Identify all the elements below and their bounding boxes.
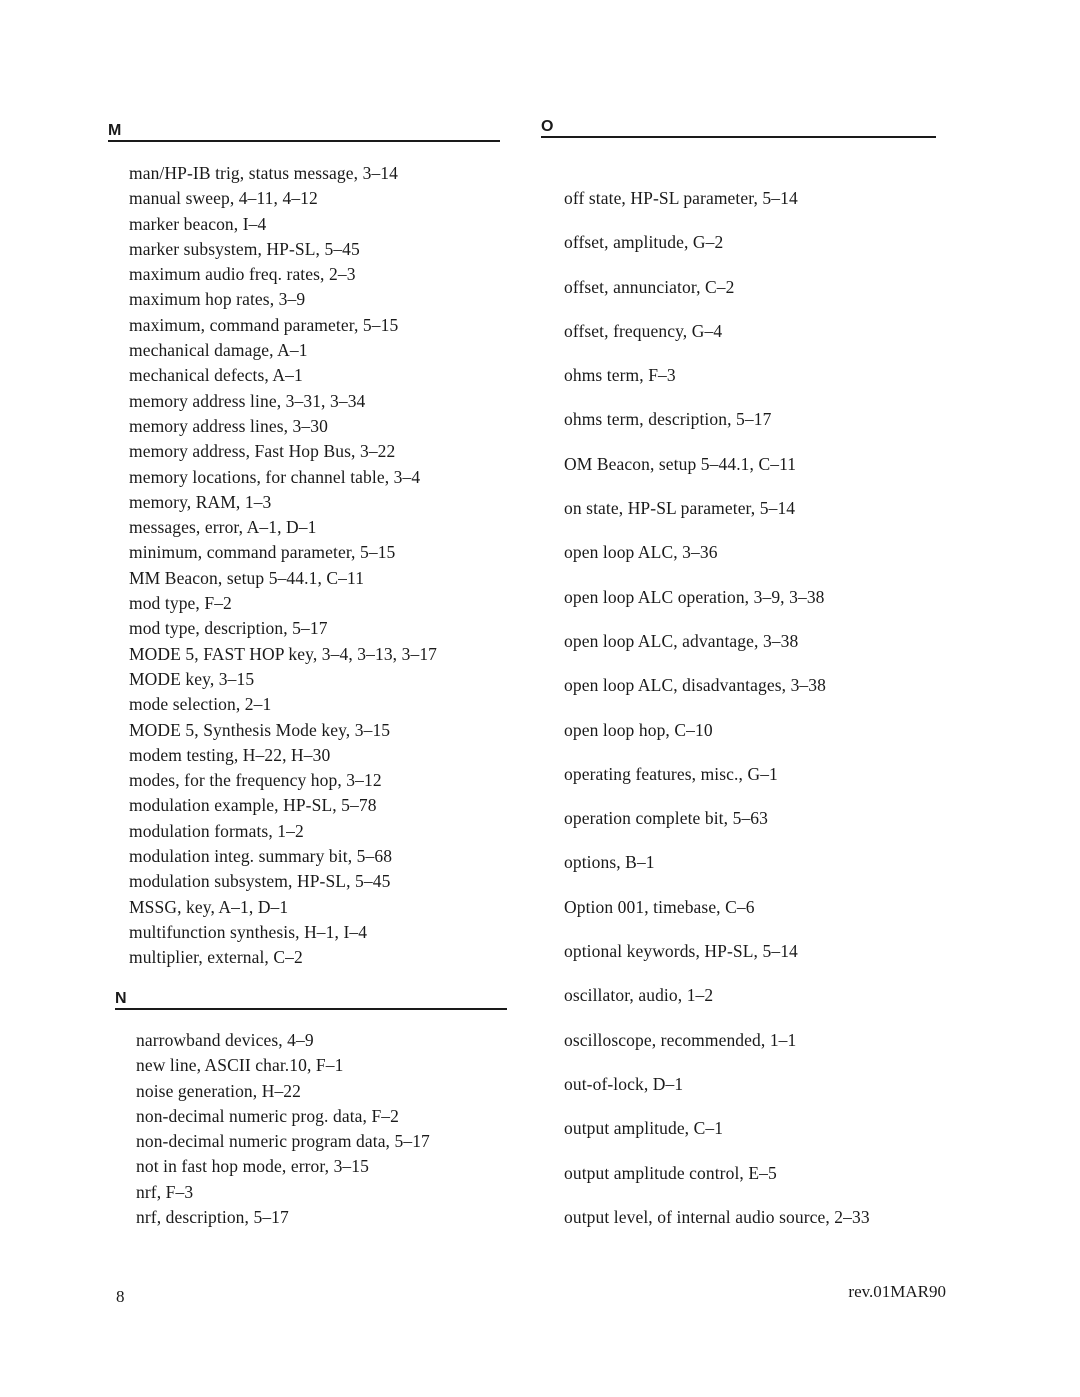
index-list-o	[564, 176, 870, 1239]
index-entry: memory locations, for channel table, 3–4	[129, 466, 421, 487]
index-entry: MODE key, 3–15	[129, 668, 255, 689]
index-entry: nrf, description, 5–17	[136, 1207, 289, 1228]
section-rule-n	[115, 1008, 507, 1010]
index-entry: OM Beacon, setup 5–44.1, C–11	[564, 453, 797, 474]
index-entry: memory address lines, 3–30	[129, 415, 328, 436]
index-entry: mechanical damage, A–1	[129, 340, 308, 361]
index-entry: memory, RAM, 1–3	[129, 491, 272, 512]
index-entry: man/HP-IB trig, status message, 3–14	[129, 163, 398, 183]
index-entry: narrowband devices, 4–9	[136, 1030, 314, 1050]
section-rule-o	[541, 136, 936, 138]
index-entry: mode selection, 2–1	[129, 694, 272, 715]
index-entry: non-decimal numeric program data, 5–17	[136, 1131, 430, 1152]
page-number: 8	[116, 1287, 125, 1306]
index-entry: oscillator, audio, 1–2	[564, 985, 714, 1006]
index-entry: marker beacon, I–4	[129, 213, 267, 234]
index-entry: modulation example, HP-SL, 5–78	[129, 795, 377, 816]
index-entry: modes, for the frequency hop, 3–12	[129, 770, 382, 791]
index-entry: MODE 5, FAST HOP key, 3–4, 3–13, 3–17	[129, 643, 438, 664]
index-entry: messages, error, A–1, D–1	[129, 517, 317, 538]
index-entry: modulation formats, 1–2	[129, 820, 304, 841]
section-m-header	[108, 122, 500, 142]
section-n-header	[115, 990, 507, 1010]
index-entry: minimum, command parameter, 5–15	[129, 542, 396, 563]
index-entry: maximum audio freq. rates, 2–3	[129, 264, 356, 285]
index-entry: memory address line, 3–31, 3–34	[129, 390, 366, 411]
revision-label: rev.01MAR90	[848, 1282, 946, 1301]
index-entry: optional keywords, HP-SL, 5–14	[564, 941, 798, 962]
index-entry: open loop ALC operation, 3–9, 3–38	[564, 586, 825, 607]
index-entry: Option 001, timebase, C–6	[564, 896, 755, 917]
index-entry: new line, ASCII char.10, F–1	[136, 1055, 344, 1076]
index-entry: on state, HP-SL parameter, 5–14	[564, 498, 796, 519]
index-entry: multifunction synthesis, H–1, I–4	[129, 921, 368, 942]
section-rule-m	[108, 140, 500, 142]
index-entry: maximum, command parameter, 5–15	[129, 314, 399, 335]
index-entry: off state, HP-SL parameter, 5–14	[564, 188, 798, 208]
index-entry: maximum hop rates, 3–9	[129, 289, 306, 310]
index-entry: MODE 5, Synthesis Mode key, 3–15	[129, 719, 391, 740]
index-entry: open loop ALC, 3–36	[564, 542, 718, 563]
index-entry: modulation subsystem, HP-SL, 5–45	[129, 871, 391, 892]
index-entry: modem testing, H–22, H–30	[129, 744, 331, 765]
index-entry: MSSG, key, A–1, D–1	[129, 896, 289, 917]
section-letter-m: M	[108, 122, 122, 139]
section-o-header	[541, 118, 936, 138]
index-entry: open loop hop, C–10	[564, 719, 713, 740]
index-entry: mod type, F–2	[129, 593, 232, 614]
index-entry: open loop ALC, disadvantages, 3–38	[564, 675, 826, 696]
index-list-n	[136, 1028, 430, 1230]
section-letter-o: O	[541, 118, 554, 135]
index-entry: output amplitude, C–1	[564, 1118, 724, 1139]
index-entry: ohms term, description, 5–17	[564, 409, 772, 430]
index-entry: nrf, F–3	[136, 1181, 194, 1202]
index-entry: noise generation, H–22	[136, 1080, 302, 1101]
index-entry: options, B–1	[564, 852, 655, 873]
index-entry: marker subsystem, HP-SL, 5–45	[129, 238, 360, 259]
index-entry: offset, frequency, G–4	[564, 320, 723, 341]
section-letter-n: N	[115, 990, 127, 1007]
index-entry: non-decimal numeric prog. data, F–2	[136, 1105, 400, 1126]
index-list-m	[129, 161, 437, 971]
index-entry: offset, annunciator, C–2	[564, 276, 735, 297]
index-entry: output amplitude control, E–5	[564, 1162, 777, 1183]
index-entry: out-of-lock, D–1	[564, 1073, 684, 1094]
index-entry: multiplier, external, C–2	[129, 947, 303, 968]
index-entry: mechanical defects, A–1	[129, 365, 303, 386]
index-entry: open loop ALC, advantage, 3–38	[564, 630, 799, 651]
index-entry: modulation integ. summary bit, 5–68	[129, 846, 393, 867]
index-entry: manual sweep, 4–11, 4–12	[129, 188, 318, 209]
index-entry: mod type, description, 5–17	[129, 618, 328, 639]
index-entry: output level, of internal audio source, 2–33	[564, 1206, 870, 1227]
index-entry: offset, amplitude, G–2	[564, 232, 724, 253]
index-entry: not in fast hop mode, error, 3–15	[136, 1156, 369, 1177]
index-entry: operating features, misc., G–1	[564, 763, 778, 784]
index-entry: memory address, Fast Hop Bus, 3–22	[129, 441, 396, 462]
index-entry: ohms term, F–3	[564, 365, 676, 386]
index-entry: oscilloscope, recommended, 1–1	[564, 1029, 797, 1050]
index-entry: MM Beacon, setup 5–44.1, C–11	[129, 567, 365, 588]
index-entry: operation complete bit, 5–63	[564, 808, 768, 829]
